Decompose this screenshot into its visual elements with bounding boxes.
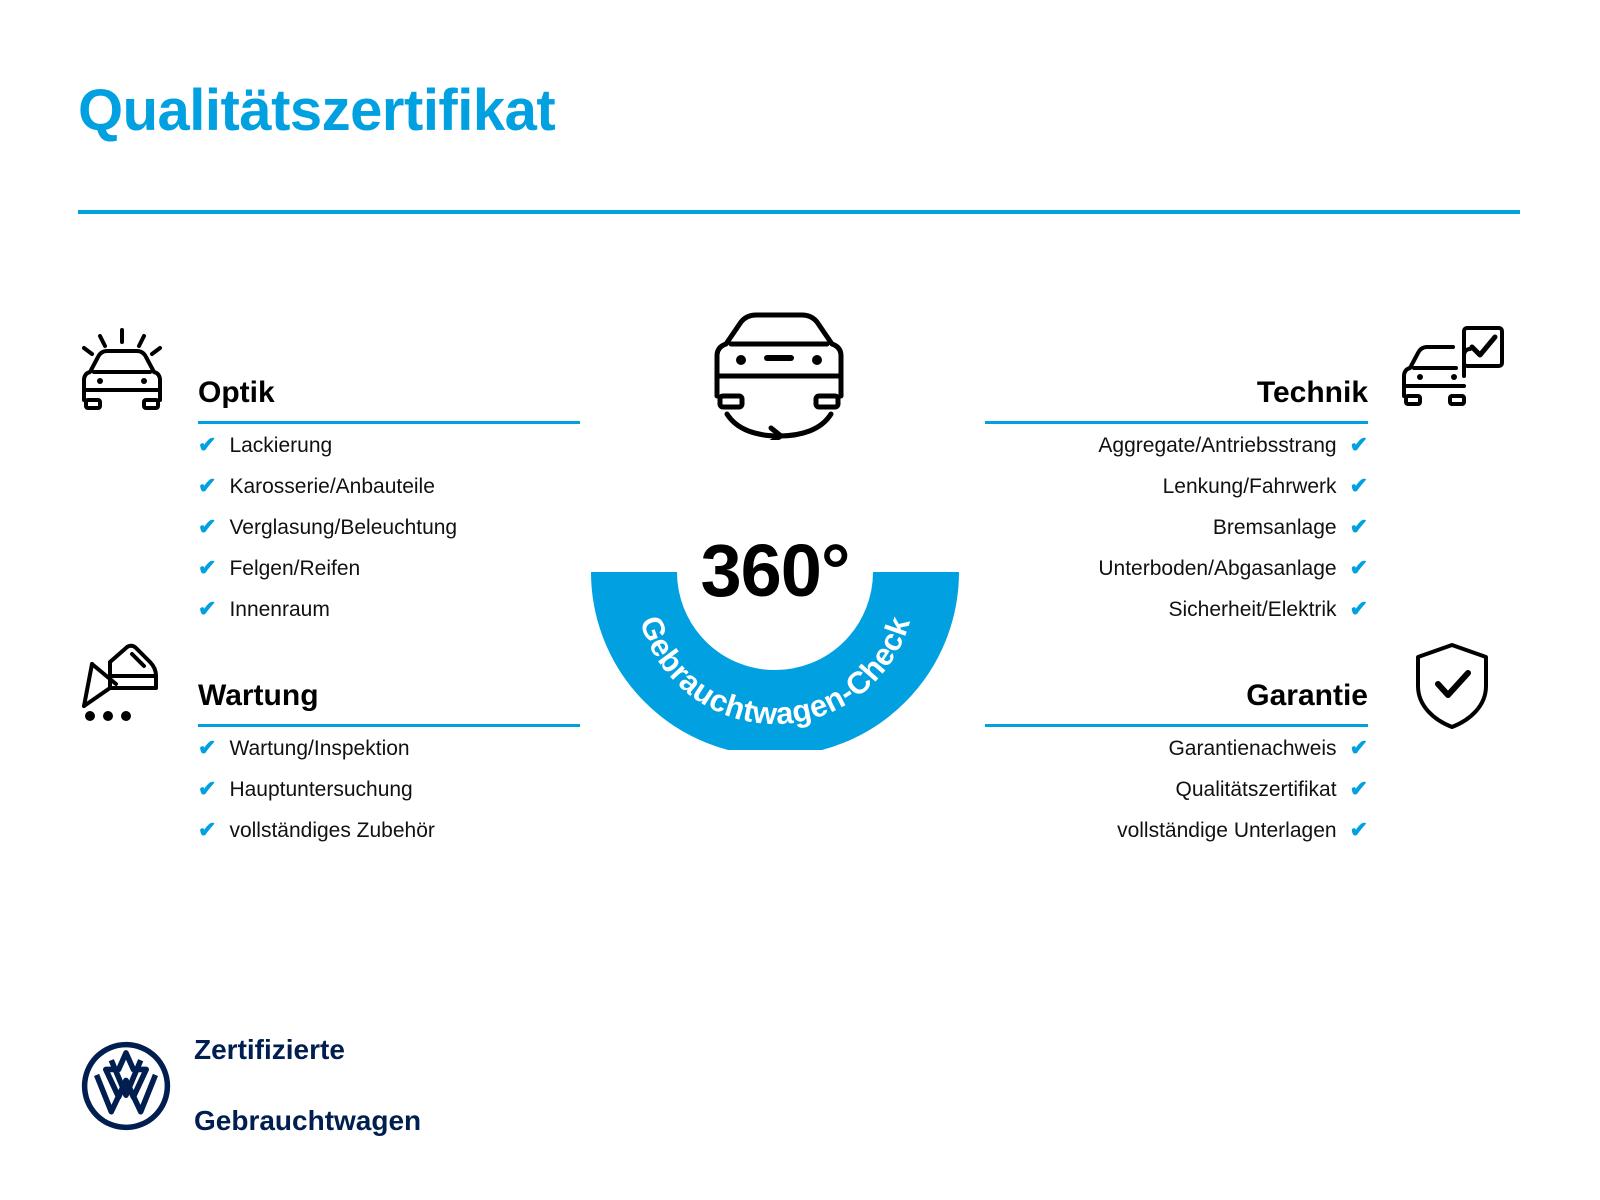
check-icon: ✔ <box>1349 734 1368 760</box>
list-item <box>985 465 1368 506</box>
list-item-label: Sicherheit/Elektrik <box>1168 597 1337 621</box>
check-icon: ✔ <box>1349 554 1368 580</box>
check-badge <box>565 310 985 750</box>
vw-logo-icon <box>80 1040 172 1132</box>
list-item <box>985 547 1368 588</box>
list-item-label: Garantienachweis <box>1168 736 1337 760</box>
list-item <box>985 424 1368 465</box>
list-item-label: Verglasung/Beleuchtung <box>229 515 458 539</box>
footer-logo-text <box>194 996 421 1175</box>
footer-logo <box>80 996 421 1175</box>
list-item <box>985 809 1368 850</box>
list-item-label: Innenraum <box>229 597 330 621</box>
car-polish-icon <box>74 322 170 423</box>
check-icon: ✔ <box>1349 595 1368 621</box>
check-icon: ✔ <box>198 554 217 580</box>
list-item <box>198 506 580 547</box>
list-item <box>198 588 580 629</box>
checklist <box>198 727 580 850</box>
footer-logo-line2: Gebrauchtwagen <box>194 1105 422 1137</box>
car-lift-icon <box>74 632 170 733</box>
list-item <box>198 424 580 465</box>
list-item-label: vollständige Unterlagen <box>1117 818 1337 842</box>
footer-logo-line1: Zertifizierte <box>194 1033 345 1065</box>
check-icon: ✔ <box>198 775 217 801</box>
checklist <box>985 424 1368 629</box>
checklist <box>985 727 1368 850</box>
check-icon: ✔ <box>1349 816 1368 842</box>
section-title: Garantie <box>1246 679 1368 712</box>
section-title: Technik <box>1256 376 1368 409</box>
check-icon: ✔ <box>198 816 217 842</box>
section-wartung <box>198 665 580 850</box>
list-item-label: Unterboden/Abgasanlage <box>1098 556 1337 580</box>
list-item-label: Lackierung <box>229 433 333 457</box>
check-icon: ✔ <box>198 734 217 760</box>
list-item-label: Hauptuntersuchung <box>229 777 413 801</box>
badge-value: 360° <box>700 529 850 612</box>
check-icon: ✔ <box>198 513 217 539</box>
section-title: Wartung <box>198 679 319 712</box>
check-icon: ✔ <box>1349 513 1368 539</box>
list-item <box>985 768 1368 809</box>
check-icon: ✔ <box>198 595 217 621</box>
list-item <box>985 727 1368 768</box>
list-item-label: Wartung/Inspektion <box>229 736 410 760</box>
page-title: Qualitätszertifikat <box>78 78 556 143</box>
check-icon: ✔ <box>1349 472 1368 498</box>
list-item <box>198 465 580 506</box>
shield-check-icon <box>1412 640 1492 737</box>
list-item-label: Qualitätszertifikat <box>1175 777 1337 801</box>
title-divider <box>78 210 1520 214</box>
section-garantie <box>985 665 1368 850</box>
check-icon: ✔ <box>1349 431 1368 457</box>
list-item-label: Karosserie/Anbauteile <box>229 474 435 498</box>
section-header <box>985 665 1368 727</box>
list-item-label: Felgen/Reifen <box>229 556 361 580</box>
list-item <box>985 506 1368 547</box>
section-header <box>198 665 580 727</box>
section-title: Optik <box>198 376 275 409</box>
list-item <box>198 727 580 768</box>
section-header <box>985 362 1368 424</box>
list-item <box>985 588 1368 629</box>
car-checklist-icon <box>1398 320 1508 421</box>
section-divider <box>198 724 580 727</box>
section-header <box>198 362 580 424</box>
list-item <box>198 547 580 588</box>
section-divider <box>985 724 1368 727</box>
check-icon: ✔ <box>198 472 217 498</box>
list-item-label: Lenkung/Fahrwerk <box>1162 474 1337 498</box>
list-item-label: Aggregate/Antriebsstrang <box>1098 433 1337 457</box>
list-item-label: vollständiges Zubehör <box>229 818 435 842</box>
section-technik <box>985 362 1368 629</box>
list-item-label: Bremsanlage <box>1212 515 1337 539</box>
check-icon: ✔ <box>1349 775 1368 801</box>
ring-label-text: Gebrauchtwagen-Check <box>632 611 917 732</box>
check-icon: ✔ <box>198 431 217 457</box>
section-divider <box>985 421 1368 424</box>
checklist <box>198 424 580 629</box>
list-item <box>198 768 580 809</box>
section-optik <box>198 362 580 629</box>
list-item <box>198 809 580 850</box>
section-divider <box>198 421 580 424</box>
